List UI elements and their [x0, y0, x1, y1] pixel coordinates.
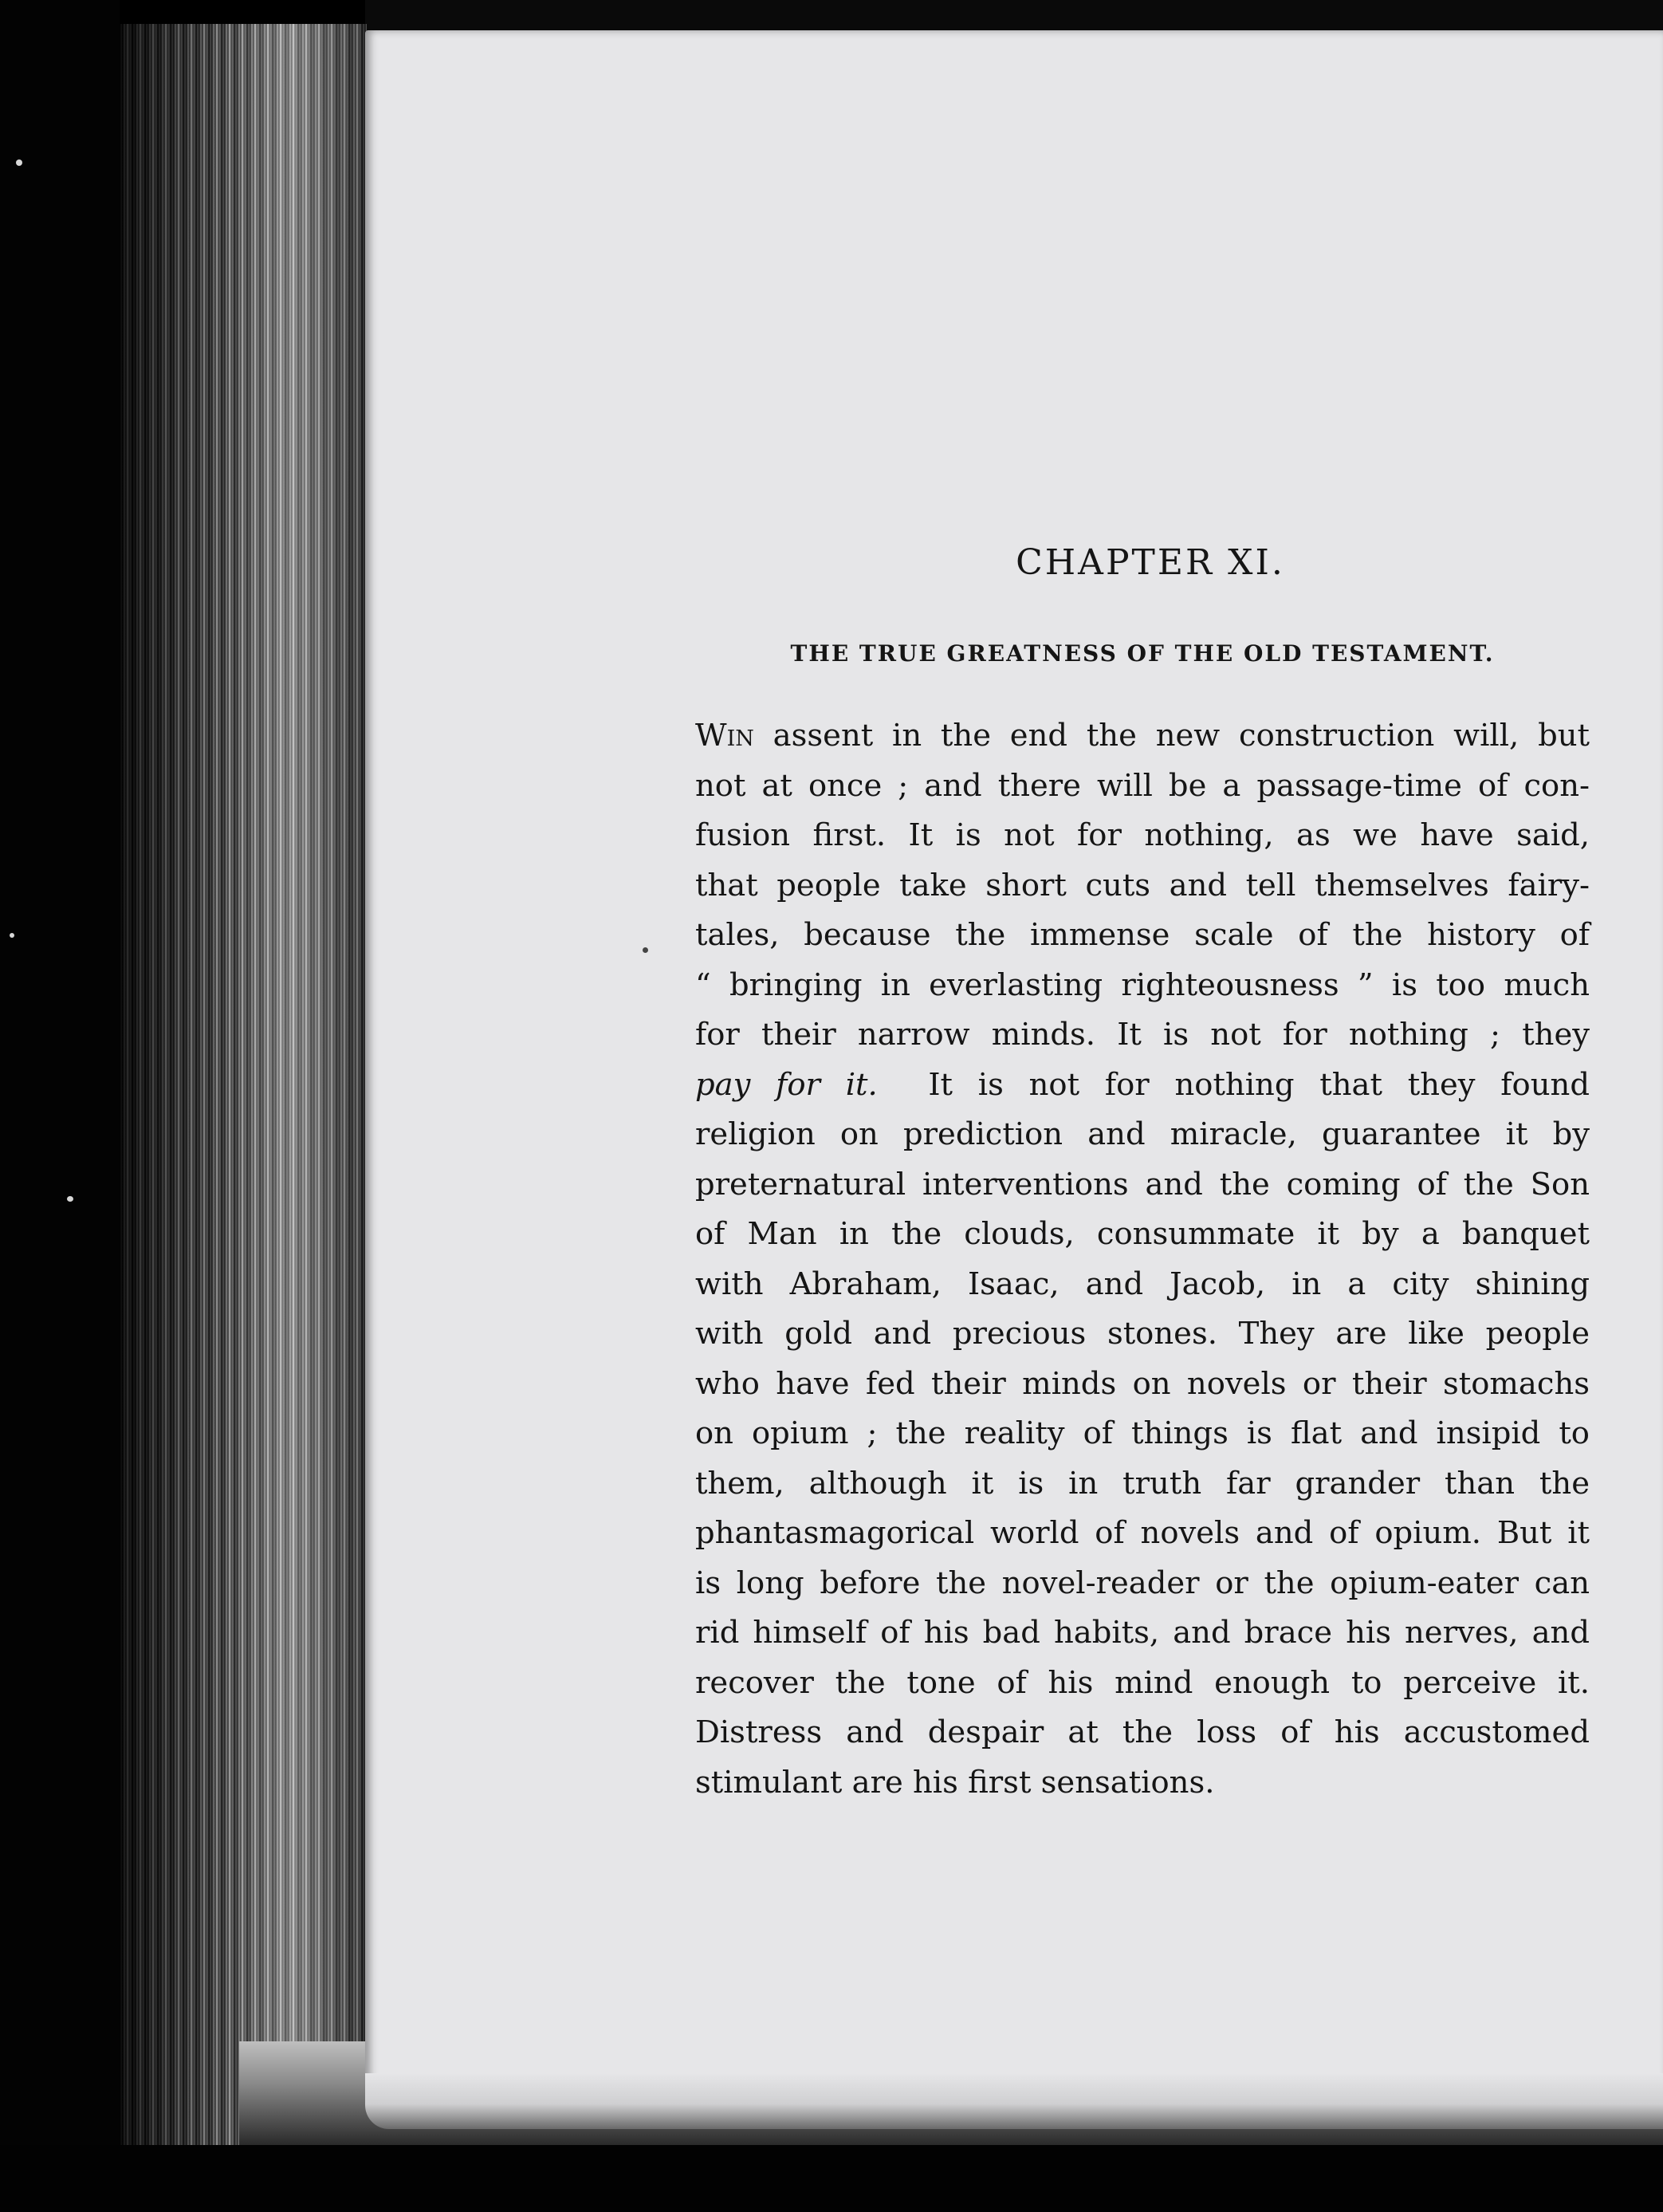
text-line: tales, because the immense scale of the history of: [695, 917, 1590, 953]
text-line: who have fed their minds on novels or their stomachs: [695, 1365, 1590, 1402]
chapter-heading: CHAPTER XI.: [1016, 542, 1285, 583]
text-line: with gold and precious stones. They are like people: [695, 1316, 1590, 1352]
page-bottom-curl: [365, 2073, 1663, 2129]
italic-phrase: pay for it.: [695, 1066, 878, 1103]
scan-speck: [16, 159, 22, 166]
text-line: phantasmagorical world of novels and of opium. But it: [695, 1515, 1590, 1551]
text-line-content: It is not for nothing that they found: [928, 1066, 1590, 1103]
chapter-subtitle: THE TRUE GREATNESS OF THE OLD TESTAMENT.: [790, 640, 1495, 667]
scan-bottom-margin: [0, 2145, 1663, 2212]
text-line: not at once ; and there will be a passage-time of con-: [695, 767, 1590, 804]
text-line: with Abraham, Isaac, and Jacob, in a city shining: [695, 1265, 1590, 1302]
text-line: religion on prediction and miracle, guarantee it by: [695, 1116, 1590, 1152]
body-paragraph: [695, 711, 1590, 1808]
book-page-edges: [120, 24, 367, 2145]
scan-speck: [10, 933, 14, 938]
text-line: preternatural interventions and the coming of the Son: [695, 1166, 1590, 1202]
text-line: “ bringing in everlasting righteousness ” is too much: [695, 966, 1590, 1003]
text-line: Distress and despair at the loss of his accustomed: [695, 1714, 1590, 1750]
text-line: recover the tone of his mind enough to perceive it.: [695, 1664, 1590, 1701]
text-line: that people take short cuts and tell themselves fairy-: [695, 867, 1590, 903]
text-line: stimulant are his first sensations.: [695, 1764, 1215, 1801]
text-line: of Man in the clouds, consummate it by a banquet: [695, 1216, 1590, 1252]
scan-left-margin: [0, 0, 120, 2212]
scan-speck: [643, 947, 648, 953]
text-line-content: assent in the end the new construction will, but: [753, 718, 1590, 754]
scan-top-margin: [365, 0, 1663, 30]
text-line: rid himself of his bad habits, and brace his nerves, and: [695, 1615, 1590, 1651]
text-line: on opium ; the reality of things is flat and insipid to: [695, 1415, 1590, 1451]
scan-speck: [67, 1196, 73, 1202]
text-line: [695, 1061, 1590, 1111]
text-line: is long before the novel-reader or the opium-eater can: [695, 1565, 1590, 1601]
opening-word: Win: [695, 718, 754, 754]
text-line: them, although it is in truth far grander than the: [695, 1465, 1590, 1502]
text-block: [695, 542, 1590, 1808]
text-line: fusion first. It is not for nothing, as we have said,: [695, 817, 1590, 853]
text-line: [695, 711, 1590, 762]
text-line: for their narrow minds. It is not for nothing ; they: [695, 1017, 1590, 1053]
